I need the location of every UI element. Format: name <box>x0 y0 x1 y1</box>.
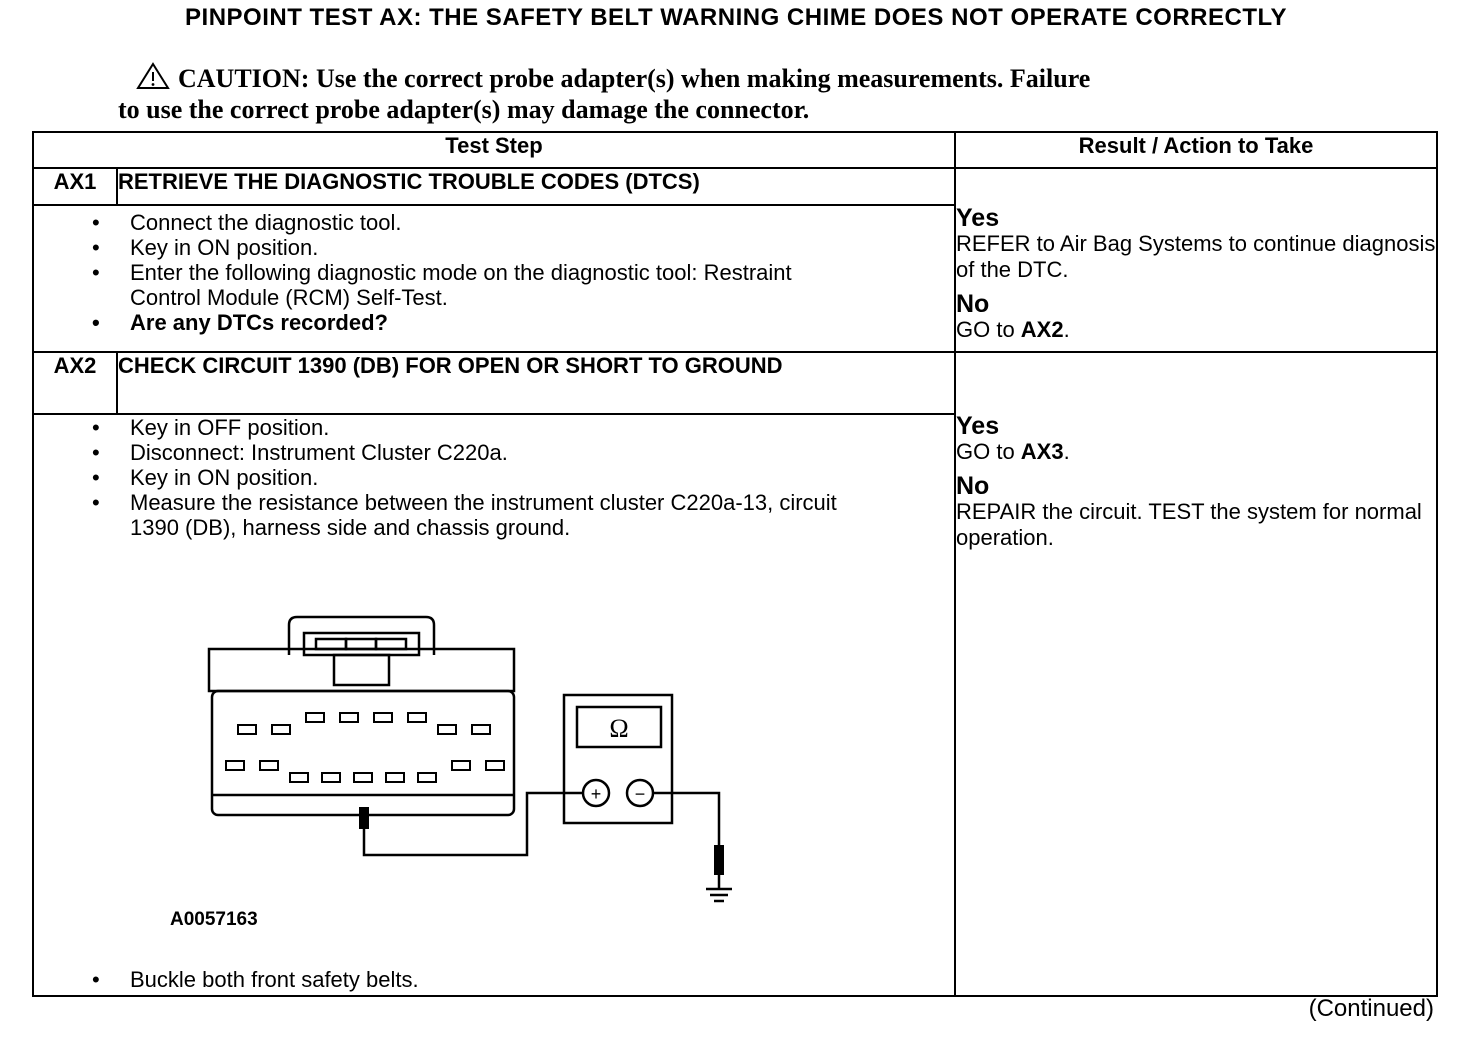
no-label: No <box>956 472 990 500</box>
result-ax2 <box>955 352 1437 996</box>
list-item: • Key in ON position. <box>130 465 954 490</box>
pinpoint-test-table <box>32 131 1438 997</box>
header-test-step: Test Step <box>33 132 955 168</box>
connector-measurement-figure <box>34 545 914 965</box>
yes-label: Yes <box>956 204 1000 232</box>
no-action: GO to AX2. <box>956 317 1070 342</box>
list-item: • Connect the diagnostic tool. <box>130 210 954 235</box>
step-title-ax1: RETRIEVE THE DIAGNOSTIC TROUBLE CODES (DTCS) <box>117 168 955 205</box>
list-item: • Key in OFF position. <box>130 415 954 440</box>
step-bullets-ax2 <box>34 415 954 540</box>
plus-terminal-label: + <box>590 784 602 804</box>
page-title: PINPOINT TEST AX: THE SAFETY BELT WARNING CHIME DOES NOT OPERATE CORRECTLY <box>185 4 1287 31</box>
list-item: • Disconnect: Instrument Cluster C220a. <box>130 440 954 465</box>
step-title-ax2: CHECK CIRCUIT 1390 (DB) FOR OPEN OR SHORT TO GROUND <box>117 352 955 414</box>
no-action: REPAIR the circuit. TEST the system for normal operation. <box>956 499 1422 550</box>
step-code-ax1: AX1 <box>33 168 117 205</box>
caution-line-2: to use the correct probe adapter(s) may damage the connector. <box>118 95 810 124</box>
step-body-ax2 <box>33 414 955 996</box>
continued-note: (Continued) <box>1308 995 1434 1022</box>
list-item: • Measure the resistance between the instrument cluster C220a-13, circuit 1390 (DB), harness side and chassis ground. <box>130 490 860 540</box>
step-body-ax1 <box>33 205 955 352</box>
no-label: No <box>956 290 990 318</box>
result-ax1 <box>955 168 1437 352</box>
list-item: • Buckle both front safety belts. <box>130 967 419 992</box>
list-item: • Enter the following diagnostic mode on the diagnostic tool: Restraint Control Module (RCM) Self-Test. <box>130 260 810 310</box>
header-result: Result / Action to Take <box>955 132 1437 168</box>
list-item: • Key in ON position. <box>130 235 954 260</box>
step-link-ax3[interactable]: AX3 <box>1020 439 1064 464</box>
yes-action: REFER to Air Bag Systems to continue diagnosis of the DTC. <box>956 231 1436 282</box>
minus-terminal-label: − <box>634 784 646 804</box>
ohmmeter-connector-diagram <box>34 545 914 965</box>
step-code-ax2: AX2 <box>33 352 117 414</box>
warning-triangle-icon <box>136 62 170 90</box>
yes-action: GO to AX3. <box>956 439 1070 464</box>
ohm-symbol: Ω <box>609 714 629 743</box>
caution-line-1: CAUTION: Use the correct probe adapter(s) when making measurements. Failure <box>178 64 1091 93</box>
yes-label: Yes <box>956 412 1000 440</box>
list-item: • Are any DTCs recorded? <box>130 310 954 335</box>
caution-note <box>118 62 1378 125</box>
step-bullets-ax1 <box>34 210 954 335</box>
step-link-ax2[interactable]: AX2 <box>1020 317 1064 342</box>
figure-id: A0057163 <box>170 909 258 930</box>
